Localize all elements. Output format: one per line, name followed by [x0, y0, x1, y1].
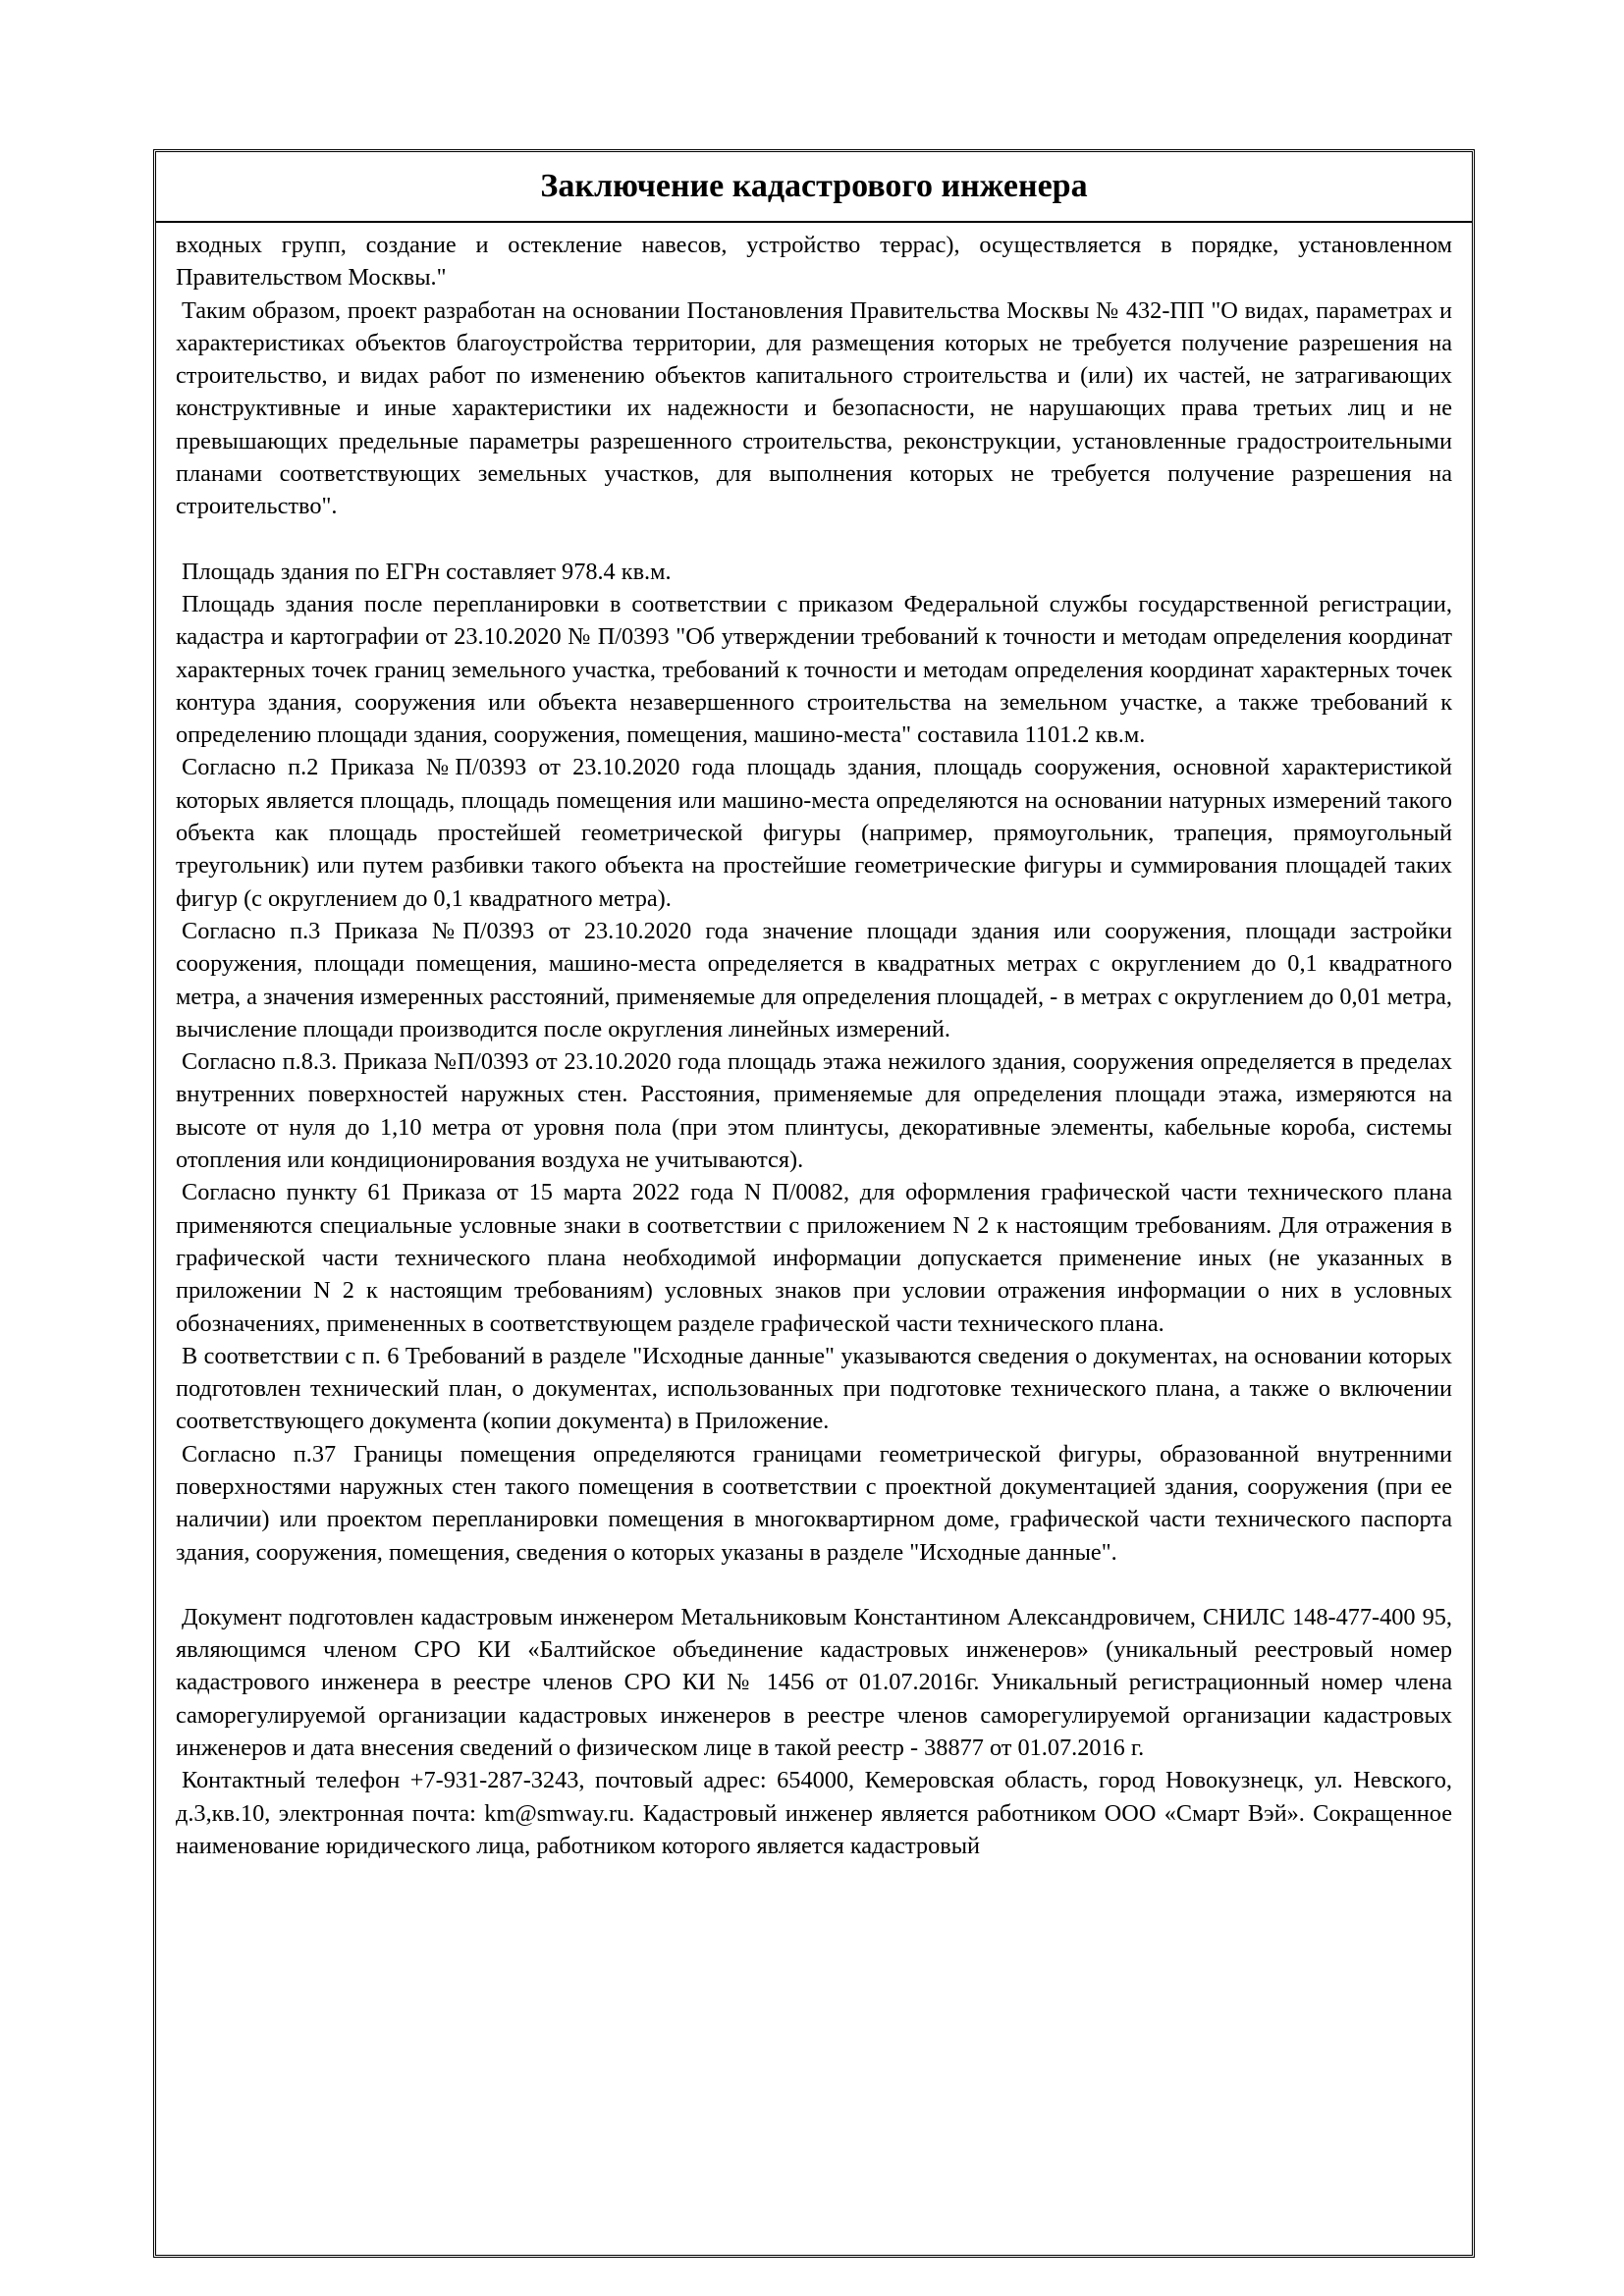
paragraph-clause-3: Согласно п.3 Приказа №П/0393 от 23.10.2020 года значение площади здания или сооружения, площади застройки сооружения, площади помещения, машино-места определяется в квадратных метрах с округлением до 0,1 квадратного метра, а значения измеренных расстояний, применяемые для определения площадей, - в метрах с округлением до 0,01 метра, вычисление площади производится после округления линейных измерений.: [176, 917, 1452, 1042]
paragraph-egrn-area: Площадь здания по ЕГРн составляет 978.4 кв.м.: [182, 558, 672, 585]
paragraph-clause-8-3: Согласно п.8.3. Приказа №П/0393 от 23.10.2020 года площадь этажа нежилого здания, сооружения определяется в пределах внутренних поверхностей наружных стен. Расстояния, применяемые для определения площади этажа, измеряются на высоте от нуля до 1,10 метра от уровня пола (при этом плинтусы, декоративные элементы, кабельные короба, системы отопления или кондиционирования воздуха не учитываются).: [176, 1048, 1452, 1174]
paragraph-engineer-info: Документ подготовлен кадастровым инженером Метальниковым Константином Александровичем, СНИЛС 148-477-400 95, являющимся членом СРО КИ «Балтийское объединение кадастровых инженеров» (уникальный реестровый номер кадастрового инженера в реестре членов СРО КИ № 1456 от 01.07.2016г. Уникальный регистрационный номер члена саморегулируемой организации кадастровых инженеров в реестре членов саморегулируемой организации кадастровых инженеров и дата внесения сведений о физическом лице в такой реестр - 38877 от 01.07.2016 г.: [176, 1603, 1452, 1762]
paragraph-clause-6: В соответствии с п. 6 Требований в разделе "Исходные данные" указываются сведения о документах, на основании которых подготовлен технический план, о документах, использованных при подготовке технического плана, а также о включении соответствующего документа (копии документа) в Приложение.: [176, 1342, 1452, 1435]
spacer: [176, 1569, 1452, 1601]
paragraph-contacts: Контактный телефон +7-931-287-3243, почтовый адрес: 654000, Кемеровская область, город Новокузнецк, ул. Невского, д.3,кв.10, электронная почта: km@smway.ru. Кадастровый инженер является работником ООО «Смарт Вэй». Сокращенное наименование юридического лица, работником которого является кадастровый: [176, 1767, 1452, 1859]
page-title: Заключение кадастрового инженера: [156, 152, 1472, 223]
paragraph-clause-2: Согласно п.2 Приказа №П/0393 от 23.10.2020 года площадь здания, площадь сооружения, основной характеристикой которых является площадь, площадь помещения или машино-места определяются на основании натурных измерений такого объекта как площадь простейшей геометрической фигуры (например, прямоугольник, трапеция, прямоугольный треугольник) или путем разбивки такого объекта на простейшие геометрические фигуры и суммирования площадей таких фигур (с округлением до 0,1 квадратного метра).: [176, 754, 1452, 912]
document-body: [156, 223, 1472, 1862]
paragraph-project-basis: Таким образом, проект разработан на основании Постановления Правительства Москвы № 432-ПП "О видах, параметрах и характеристиках объектов благоустройства территории, для размещения которых не требуется получение разрешения на строительство, и видах работ по изменению объектов капитального строительства и (или) их частей, не затрагивающих конструктивные и иные характеристики их надежности и безопасности, не нарушающих права третьих лиц и не превышающих предельные параметры разрешенного строительства, реконструкции, установленные градостроительными планами соответствующих земельных участков, для выполнения которых не требуется получение разрешения на строительство".: [176, 296, 1452, 520]
spacer: [176, 523, 1452, 556]
paragraph-area-after-replanning: Площадь здания после перепланировки в соответствии с приказом Федеральной службы государственной регистрации, кадастра и картографии от 23.10.2020 № П/0393 "Об утверждении требований к точности и методам определения координат характерных точек границ земельного участка, требований к точности и методам определения координат характерных точек контура здания, сооружения или объекта незавершенного строительства на земельном участке, а также требований к определению площади здания, сооружения, помещения, машино-места" составила 1101.2 кв.м.: [176, 590, 1452, 749]
paragraph-clause-37: Согласно п.37 Границы помещения определяются границами геометрической фигуры, образованной внутренними поверхностями наружных стен такого помещения в соответствии с проектной документацией здания, сооружения (при ее наличии) или проектом перепланировки помещения в многоквартирном доме, графической части технического паспорта здания, сооружения, помещения, сведения о которых указаны в разделе "Исходные данные".: [176, 1440, 1452, 1566]
conclusion-frame: [153, 149, 1475, 2258]
paragraph-clause-61: Согласно пункту 61 Приказа от 15 марта 2022 года N П/0082, для оформления графической части технического плана применяются специальные условные знаки в соответствии с приложением N 2 к настоящим требованиям. Для отражения в графической части технического плана необходимой информации допускается применение иных (не указанных в приложении N 2 к настоящим требованиям) условных знаков при условии отражения информации о них в условных обозначениях, примененных в соответствующем разделе графической части технического плана.: [176, 1179, 1452, 1337]
paragraph-continuation: входных групп, создание и остекление навесов, устройство террас), осуществляется в порядке, установленном Правительством Москвы.": [176, 232, 1452, 292]
